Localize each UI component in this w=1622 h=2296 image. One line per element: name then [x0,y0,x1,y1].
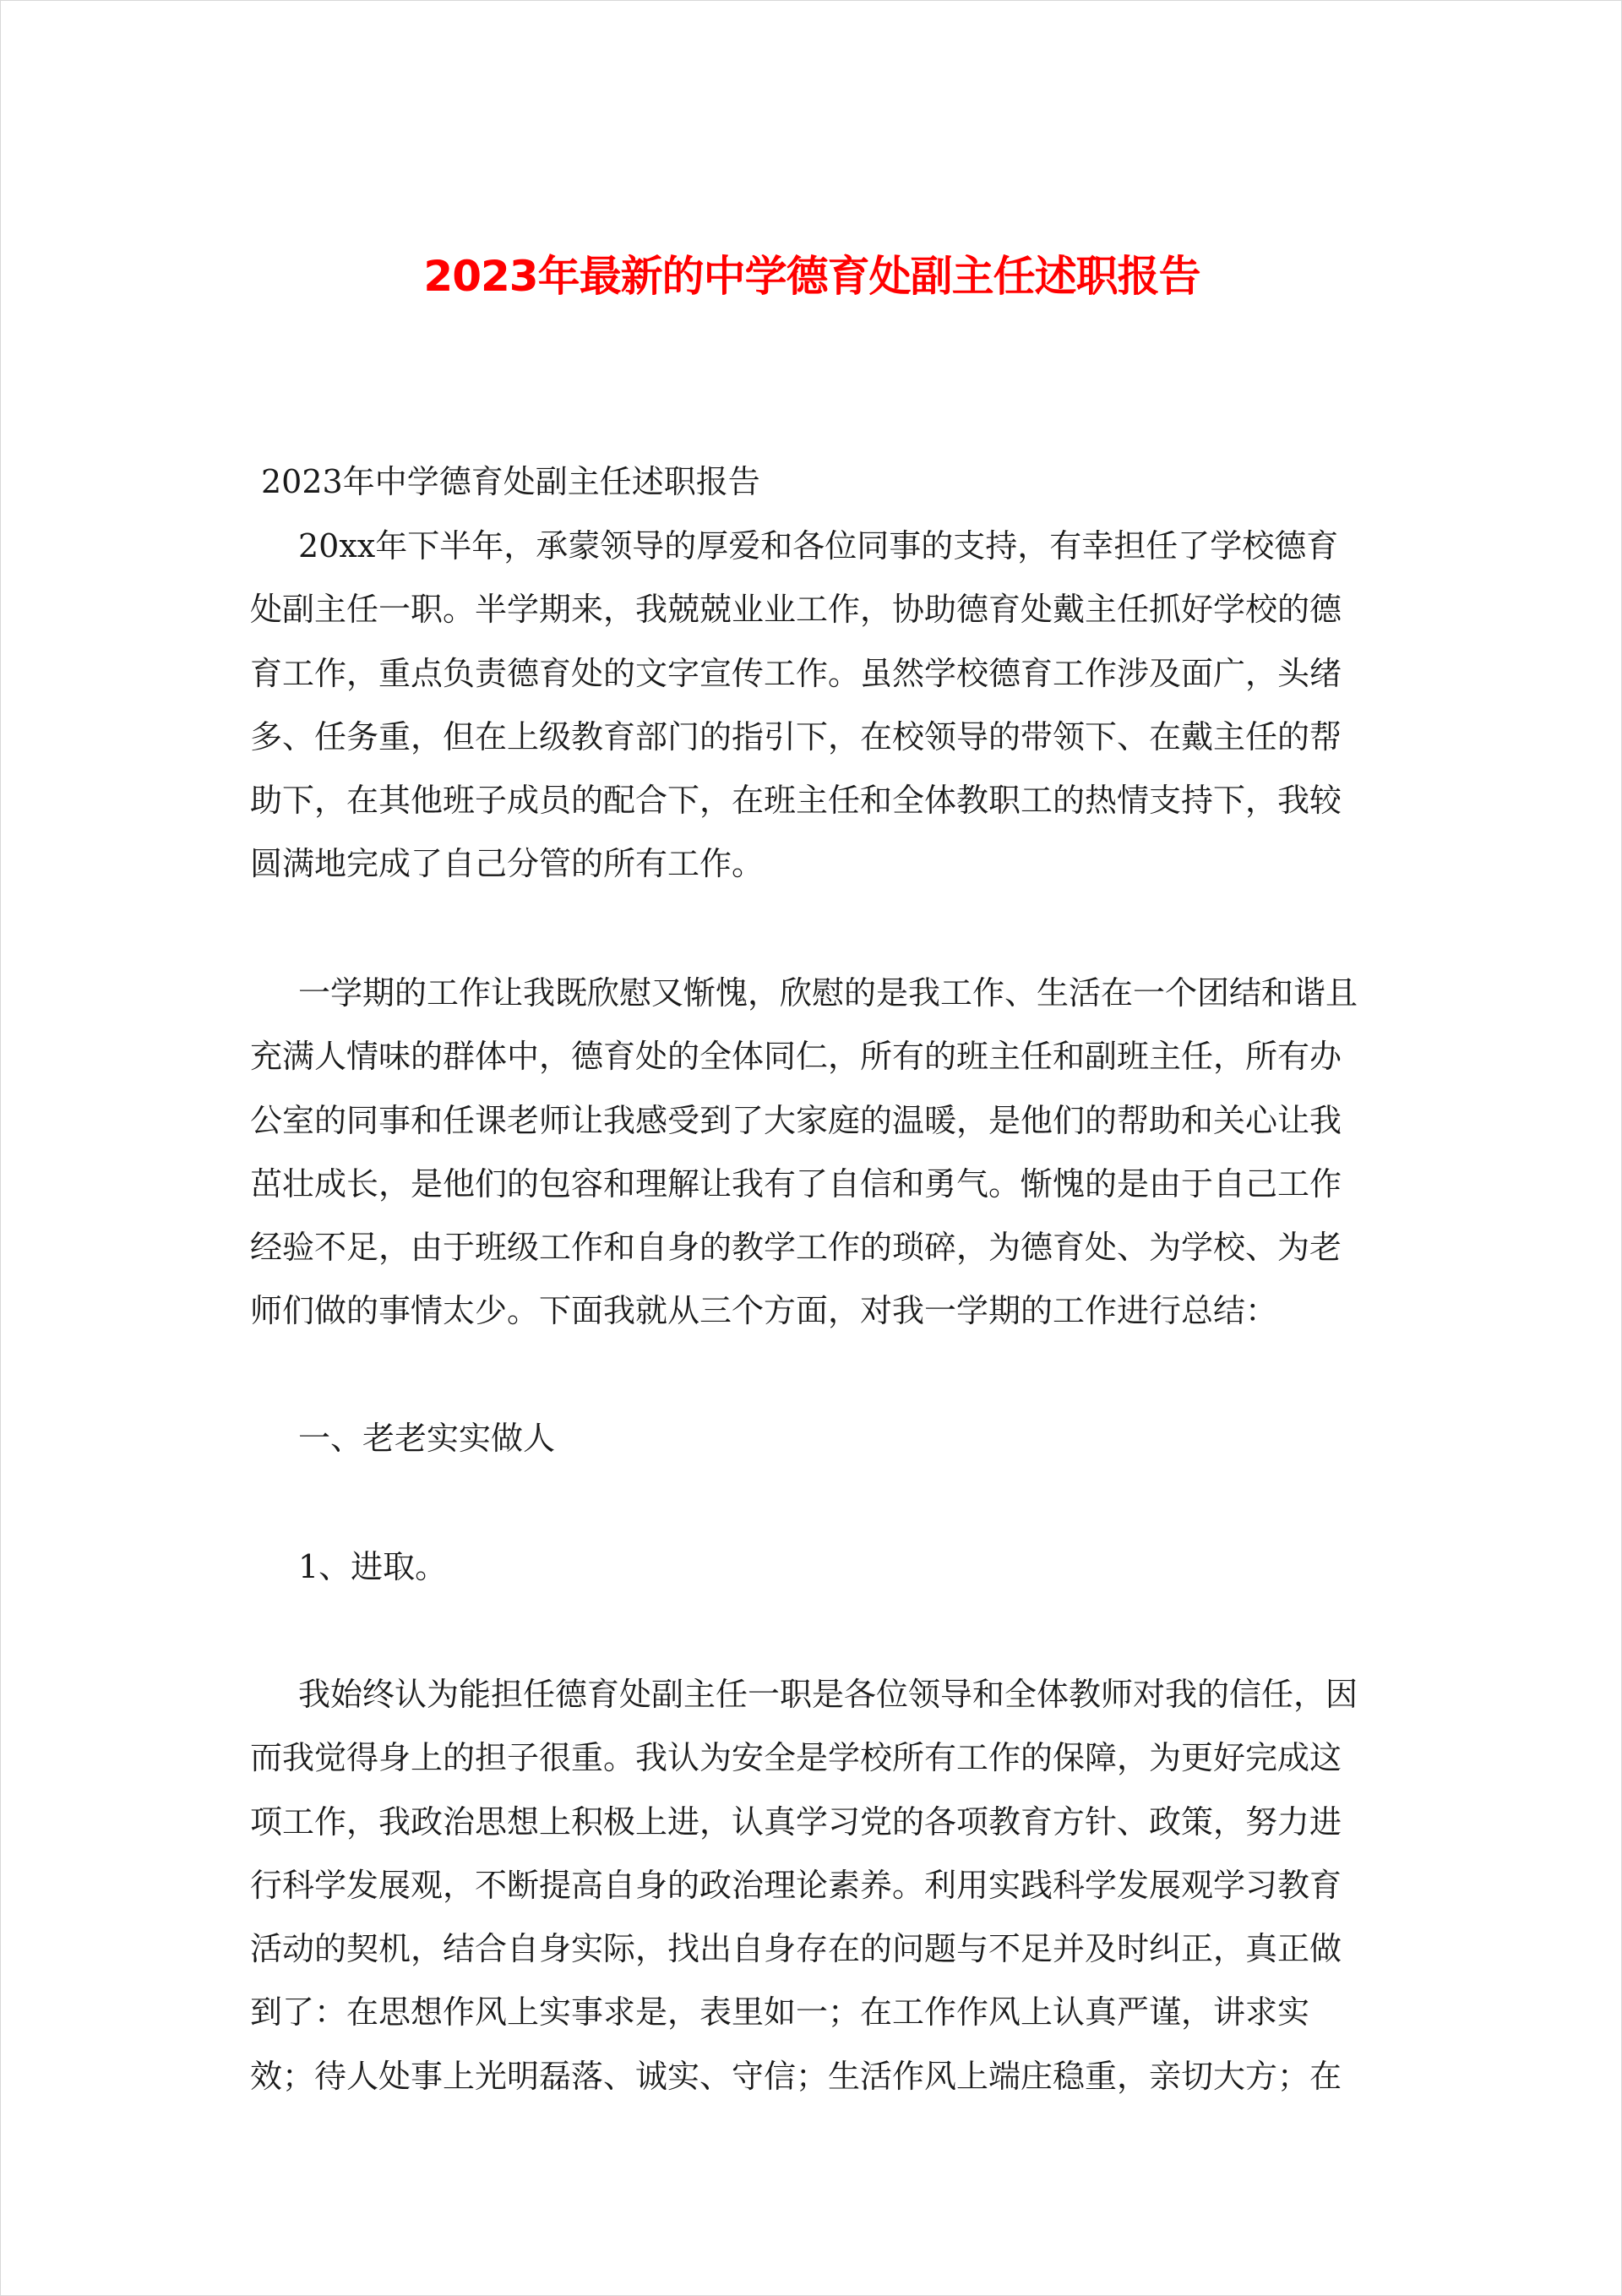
paragraph-line: 到了：在思想作风上实事求是，表里如一；在工作作风上认真严谨，讲求实 [250,1993,1310,2031]
paragraph-line: 我始终认为能担任德育处副主任一职是各位领导和全体教师对我的信任，因 [298,1676,1358,1713]
paragraph-line: 茁壮成长，是他们的包容和理解让我有了自信和勇气。惭愧的是由于自己工作 [250,1164,1342,1203]
paragraph-line: 一学期的工作让我既欣慰又惭愧，欣慰的是我工作、生活在一个团结和谐且 [298,974,1358,1012]
paragraph-line: 师们做的事情太少。下面我就从三个方面，对我一学期的工作进行总结： [250,1292,1278,1330]
paragraph-line: 活动的契机，结合自身实际，找出自身存在的问题与不足并及时纠正，真正做 [250,1930,1342,1968]
paragraph-line: 充满人情味的群体中，德育处的全体同仁，所有的班主任和副班主任，所有办 [250,1038,1342,1076]
paragraph-3 [250,1663,1399,2108]
paragraph-line: 而我觉得身上的担子很重。我认为安全是学校所有工作的保障，为更好完成这 [250,1739,1342,1777]
paragraph-1 [250,515,1399,897]
paragraph-line: 助下，在其他班子成员的配合下，在班主任和全体教职工的热情支持下，我较 [250,782,1342,820]
subtitle: 2023年中学德育处副主任述职报告 [261,463,760,500]
paragraph-line: 经验不足，由于班级工作和自身的教学工作的琐碎，为德育处、为学校、为老 [250,1229,1342,1267]
paragraph-line: 项工作，我政治思想上积极上进，认真学习党的各项教育方针、政策，努力进 [250,1802,1342,1841]
subtitle-block [250,450,1399,514]
paragraph-line: 育工作，重点负责德育处的文字宣传工作。虽然学校德育工作涉及面广，头绪 [250,654,1342,692]
document-title: 2023年最新的中学德育处副主任述职报告 [423,252,1200,301]
paragraph-line: 效；待人处事上光明磊落、诚实、守信；生活作风上端庄稳重，亲切大方；在 [250,2057,1342,2095]
paragraph-line: 20xx年下半年，承蒙领导的厚爱和各位同事的支持，有幸担任了学校德育 [298,527,1339,564]
section-heading: 一、老老实实做人 [298,1420,556,1457]
item-heading: 1、进取。 [298,1548,448,1585]
paragraph-line: 圆满地完成了自己分管的所有工作。 [250,845,765,883]
section-heading-block [250,1407,1399,1470]
paragraph-2 [250,962,1399,1344]
paragraph-line: 多、任务重，但在上级教育部门的指引下，在校领导的带领下、在戴主任的帮 [250,717,1342,755]
paragraph-line: 处副主任一职。半学期来，我兢兢业业工作，协助德育处戴主任抓好学校的德 [250,591,1342,629]
paragraph-line: 公室的同事和任课老师让我感受到了大家庭的温暖，是他们的帮助和关心让我 [250,1101,1342,1139]
item-heading-block [250,1535,1399,1599]
paragraph-line: 行科学发展观，不断提高自身的政治理论素养。利用实践科学发展观学习教育 [250,1866,1342,1904]
